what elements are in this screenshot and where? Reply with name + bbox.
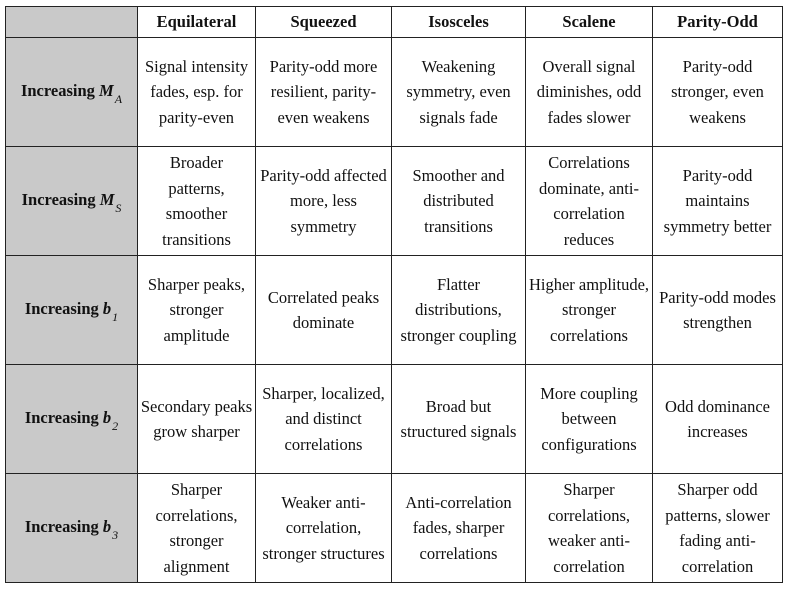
row-header-subscript: A bbox=[114, 92, 123, 107]
table-cell: Parity-odd stronger, even weakens bbox=[653, 38, 783, 147]
row-header-subscript: 3 bbox=[112, 528, 119, 543]
corner-cell bbox=[6, 7, 138, 38]
row-header-variable: M bbox=[99, 190, 115, 210]
table-row bbox=[6, 256, 783, 365]
header-row bbox=[6, 7, 783, 38]
row-header-prefix: Increasing bbox=[21, 190, 96, 210]
row-header-subscript: S bbox=[115, 201, 122, 216]
table-cell: Sharper odd patterns, slower fading anti-correlation bbox=[653, 474, 783, 583]
table-cell: Weaker anti-correlation, stronger structures bbox=[256, 474, 392, 583]
table-cell: Signal intensity fades, esp. for parity-even bbox=[138, 38, 256, 147]
column-header-equilateral: Equilateral bbox=[138, 7, 256, 38]
table-row bbox=[6, 365, 783, 474]
table-container bbox=[5, 6, 783, 583]
row-header bbox=[6, 256, 138, 365]
table-cell: Parity-odd more resilient, parity-even weakens bbox=[256, 38, 392, 147]
table-cell: Weakening symmetry, even signals fade bbox=[392, 38, 526, 147]
parameter-effects-table bbox=[5, 6, 783, 583]
column-header-scalene: Scalene bbox=[526, 7, 653, 38]
table-cell: Correlations dominate, anti-correlation reduces bbox=[526, 147, 653, 256]
row-header bbox=[6, 365, 138, 474]
table-row bbox=[6, 147, 783, 256]
table-cell: Overall signal diminishes, odd fades slower bbox=[526, 38, 653, 147]
table-cell: Anti-correlation fades, sharper correlations bbox=[392, 474, 526, 583]
table-cell: Correlated peaks dominate bbox=[256, 256, 392, 365]
table-cell: Flatter distributions, stronger coupling bbox=[392, 256, 526, 365]
table-cell: Broader patterns, smoother transitions bbox=[138, 147, 256, 256]
table-cell: Sharper peaks, stronger amplitude bbox=[138, 256, 256, 365]
table-cell: Sharper correlations, weaker anti-correlation bbox=[526, 474, 653, 583]
row-header bbox=[6, 38, 138, 147]
table-cell: Smoother and distributed transitions bbox=[392, 147, 526, 256]
table-cell: Higher amplitude, stronger correlations bbox=[526, 256, 653, 365]
row-header bbox=[6, 147, 138, 256]
table-cell: Odd dominance increases bbox=[653, 365, 783, 474]
row-header-subscript: 2 bbox=[112, 419, 119, 434]
table-cell: Parity-odd modes strengthen bbox=[653, 256, 783, 365]
table-cell: Sharper, localized, and distinct correlations bbox=[256, 365, 392, 474]
row-header-prefix: Increasing bbox=[24, 299, 99, 319]
table-cell: Secondary peaks grow sharper bbox=[138, 365, 256, 474]
row-header-variable: b bbox=[102, 299, 112, 319]
column-header-parity-odd: Parity-Odd bbox=[653, 7, 783, 38]
row-header-variable: b bbox=[102, 408, 112, 428]
row-header-prefix: Increasing bbox=[24, 408, 99, 428]
table-cell: More coupling between configurations bbox=[526, 365, 653, 474]
table-row bbox=[6, 38, 783, 147]
table-cell: Parity-odd affected more, less symmetry bbox=[256, 147, 392, 256]
table-cell: Parity-odd maintains symmetry better bbox=[653, 147, 783, 256]
table-row bbox=[6, 474, 783, 583]
table-cell: Sharper correlations, stronger alignment bbox=[138, 474, 256, 583]
column-header-isosceles: Isosceles bbox=[392, 7, 526, 38]
row-header-variable: M bbox=[99, 81, 114, 101]
row-header-prefix: Increasing bbox=[24, 517, 99, 537]
row-header-variable: b bbox=[102, 517, 112, 537]
column-header-squeezed: Squeezed bbox=[256, 7, 392, 38]
table-cell: Broad but structured signals bbox=[392, 365, 526, 474]
row-header-prefix: Increasing bbox=[20, 81, 95, 101]
row-header bbox=[6, 474, 138, 583]
row-header-subscript: 1 bbox=[112, 310, 119, 325]
